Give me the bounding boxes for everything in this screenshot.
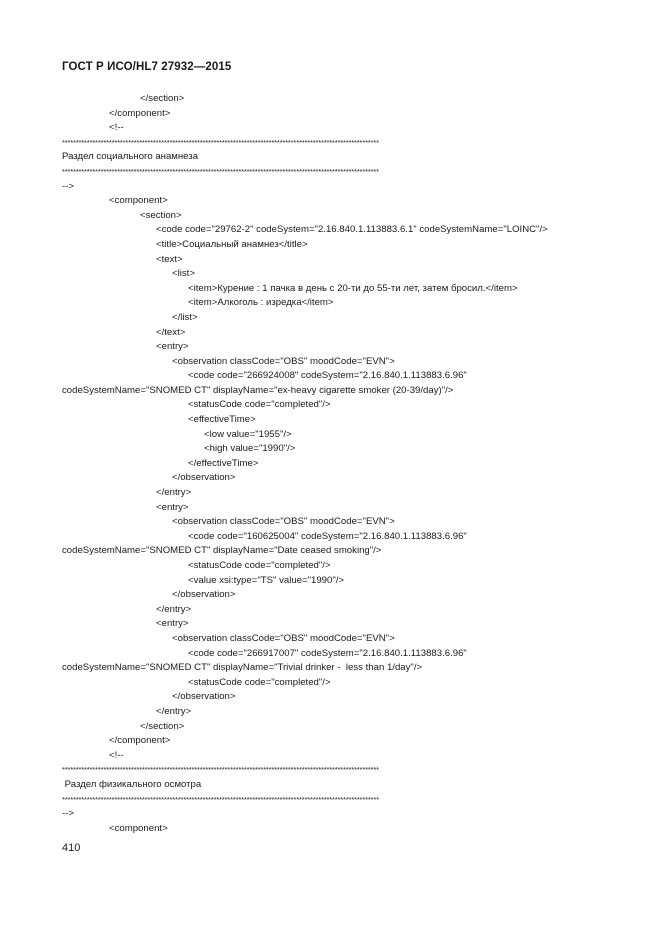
code-line: <effectiveTime> (188, 414, 256, 426)
code-line: <!-- (109, 749, 124, 761)
code-line: </observation> (172, 589, 236, 601)
code-line: <list> (172, 268, 195, 280)
code-line: <statusCode code="completed"/> (188, 560, 331, 571)
code-line: </section> (140, 720, 185, 732)
code-line: <code code="29762-2" codeSystem="2.16.840.1.113883.6.1" codeSystemName="LOINC"/> (156, 224, 548, 236)
code-line: <!-- (109, 122, 124, 134)
code-line: <statusCode code="completed"/> (188, 399, 331, 411)
document-header: ГОСТ Р ИСО/HL7 27932—2015 (62, 61, 232, 73)
code-line: </observation> (172, 691, 236, 703)
separator-line: ******************************************************************************************************************* (62, 137, 379, 147)
code-line: Раздел физикального осмотра (62, 778, 202, 790)
code-line: codeSystemName="SNOMED CT" displayName="ex-heavy cigarette smoker (20-39/day)"/> (62, 384, 454, 396)
code-line: </entry> (156, 603, 192, 615)
code-line: </entry> (156, 487, 192, 499)
code-line: Раздел социального анамнеза (62, 151, 199, 163)
code-line: <section> (140, 209, 182, 221)
code-line: <entry> (156, 501, 189, 513)
code-line: <statusCode code="completed"/> (188, 676, 331, 688)
code-line: <high value="1990"/> (204, 443, 296, 455)
code-line: </section> (140, 93, 185, 104)
code-line: </list> (172, 311, 198, 323)
code-line: <entry> (156, 341, 189, 353)
separator-line: ******************************************************************************************************************* (62, 166, 379, 176)
code-line: codeSystemName="SNOMED CT" displayName="Trivial drinker - less than 1/day"/> (62, 662, 423, 674)
code-line: <item>Алкоголь : изредка</item> (188, 297, 334, 309)
code-line: </component> (109, 735, 171, 747)
code-line: codeSystemName="SNOMED CT" displayName="Date ceased smoking"/> (62, 545, 382, 557)
code-line: <observation classCode="OBS" moodCode="EVN"> (172, 632, 395, 644)
code-line: </effectiveTime> (188, 457, 259, 469)
code-line: <observation classCode="OBS" moodCode="EVN"> (172, 516, 395, 528)
separator-line: ******************************************************************************************************************* (62, 794, 379, 804)
code-line: <item>Курение : 1 пачка в день с 20-ти до 55-ти лет, затем бросил.</item> (188, 282, 518, 294)
code-listing (62, 92, 622, 836)
code-line: <low value="1955"/> (204, 428, 292, 440)
code-line: <title>Социальный анамнез</title> (156, 238, 308, 250)
code-line: <value xsi:type="TS" value="1990"/> (188, 574, 345, 586)
code-line: <text> (156, 253, 183, 265)
code-line: <component> (109, 822, 168, 834)
code-line: <component> (109, 195, 168, 207)
code-line: <code code="266924008" codeSystem="2.16.840.1.113883.6.96" (188, 370, 467, 382)
code-line: </text> (156, 326, 186, 338)
code-line: <code code="266917007" codeSystem="2.16.840.1.113883.6.96" (188, 647, 467, 659)
code-line: <entry> (156, 618, 189, 630)
code-line: <observation classCode="OBS" moodCode="EVN"> (172, 355, 395, 367)
code-line: </entry> (156, 705, 192, 717)
code-line: --> (62, 180, 74, 192)
code-line: </component> (109, 107, 171, 119)
page-number: 410 (62, 842, 81, 854)
code-line: </observation> (172, 472, 236, 484)
code-line: <code code="160625004" codeSystem="2.16.840.1.113883.6.96" (188, 530, 467, 542)
code-line: --> (62, 808, 74, 820)
separator-line: ******************************************************************************************************************* (62, 765, 379, 775)
